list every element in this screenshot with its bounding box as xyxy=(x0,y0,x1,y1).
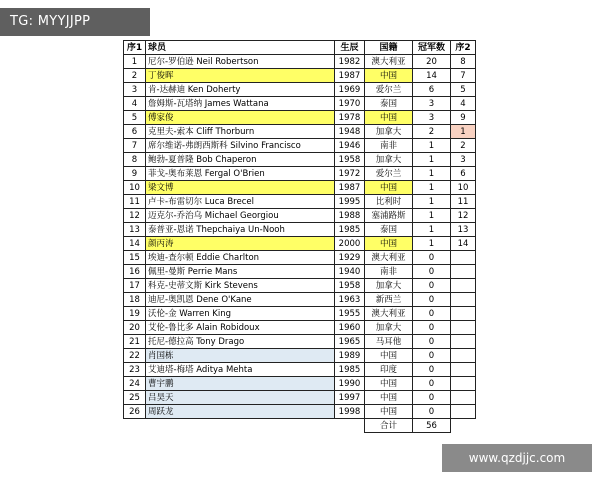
player-name: 肯-达赫迪 Ken Doherty xyxy=(146,83,335,97)
title-count: 3 xyxy=(413,111,451,125)
rank-2: 10 xyxy=(451,181,476,195)
player-name: 泰普亚-恩诺 Thepchaiya Un-Nooh xyxy=(146,223,335,237)
player-name: 克里夫-索本 Cliff Thorburn xyxy=(146,125,335,139)
player-name: 沃伦-金 Warren King xyxy=(146,307,335,321)
nationality: 中国 xyxy=(365,391,413,405)
birth-year: 1998 xyxy=(335,405,365,419)
row-index: 12 xyxy=(124,209,146,223)
row-index: 20 xyxy=(124,321,146,335)
nationality: 加拿大 xyxy=(365,125,413,139)
table-row xyxy=(124,55,476,69)
row-index: 14 xyxy=(124,237,146,251)
rank-2: 6 xyxy=(451,167,476,181)
birth-year: 1985 xyxy=(335,363,365,377)
row-index: 13 xyxy=(124,223,146,237)
nationality: 澳大利亚 xyxy=(365,307,413,321)
title-count: 0 xyxy=(413,363,451,377)
empty-cell xyxy=(451,419,476,433)
rank-2: 7 xyxy=(451,69,476,83)
birth-year: 1940 xyxy=(335,265,365,279)
table-row xyxy=(124,125,476,139)
table-row xyxy=(124,97,476,111)
rank-2 xyxy=(451,279,476,293)
title-count: 6 xyxy=(413,83,451,97)
nationality: 比利时 xyxy=(365,195,413,209)
title-count: 1 xyxy=(413,153,451,167)
title-count: 0 xyxy=(413,349,451,363)
birth-year: 1997 xyxy=(335,391,365,405)
title-count: 14 xyxy=(413,69,451,83)
table-row xyxy=(124,209,476,223)
birth-year: 1963 xyxy=(335,293,365,307)
row-index: 23 xyxy=(124,363,146,377)
table-row xyxy=(124,139,476,153)
birth-year: 1946 xyxy=(335,139,365,153)
rank-2: 13 xyxy=(451,223,476,237)
birth-year: 1995 xyxy=(335,195,365,209)
nationality: 泰国 xyxy=(365,223,413,237)
table-row xyxy=(124,349,476,363)
nationality: 中国 xyxy=(365,181,413,195)
nationality: 中国 xyxy=(365,377,413,391)
player-name: 艾迪塔-梅塔 Aditya Mehta xyxy=(146,363,335,377)
table-row xyxy=(124,195,476,209)
birth-year: 1958 xyxy=(335,153,365,167)
birth-year: 1960 xyxy=(335,321,365,335)
row-index: 26 xyxy=(124,405,146,419)
table-row xyxy=(124,111,476,125)
rank-2 xyxy=(451,251,476,265)
row-index: 9 xyxy=(124,167,146,181)
player-name: 卢卡-布雷切尔 Luca Brecel xyxy=(146,195,335,209)
rank-2 xyxy=(451,363,476,377)
birth-year: 1955 xyxy=(335,307,365,321)
title-count: 0 xyxy=(413,251,451,265)
row-index: 19 xyxy=(124,307,146,321)
header-idx: 序1 xyxy=(124,41,146,55)
row-index: 2 xyxy=(124,69,146,83)
row-index: 5 xyxy=(124,111,146,125)
title-count: 0 xyxy=(413,293,451,307)
rank-2: 8 xyxy=(451,55,476,69)
birth-year: 1982 xyxy=(335,55,365,69)
player-name: 傅家俊 xyxy=(146,111,335,125)
row-index: 18 xyxy=(124,293,146,307)
header-year: 生辰 xyxy=(335,41,365,55)
birth-year: 1978 xyxy=(335,111,365,125)
player-name: 迪尼-奥凯恩 Dene O'Kane xyxy=(146,293,335,307)
row-index: 24 xyxy=(124,377,146,391)
row-index: 11 xyxy=(124,195,146,209)
total-row xyxy=(124,419,476,433)
table-row xyxy=(124,265,476,279)
rank-2: 14 xyxy=(451,237,476,251)
row-index: 17 xyxy=(124,279,146,293)
player-name: 颜丙涛 xyxy=(146,237,335,251)
nationality: 中国 xyxy=(365,237,413,251)
title-count: 1 xyxy=(413,167,451,181)
table-row xyxy=(124,405,476,419)
birth-year: 1948 xyxy=(335,125,365,139)
empty-cell xyxy=(146,419,335,433)
birth-year: 2000 xyxy=(335,237,365,251)
title-count: 1 xyxy=(413,223,451,237)
table-row xyxy=(124,153,476,167)
row-index: 21 xyxy=(124,335,146,349)
row-index: 22 xyxy=(124,349,146,363)
title-count: 0 xyxy=(413,405,451,419)
title-count: 0 xyxy=(413,321,451,335)
birth-year: 1965 xyxy=(335,335,365,349)
title-count: 1 xyxy=(413,237,451,251)
site-url: www.qzdjjc.com xyxy=(442,444,592,472)
table-row xyxy=(124,335,476,349)
header-titles: 冠军数 xyxy=(413,41,451,55)
rank-2 xyxy=(451,335,476,349)
row-index: 25 xyxy=(124,391,146,405)
rank-2: 3 xyxy=(451,153,476,167)
nationality: 澳大利亚 xyxy=(365,251,413,265)
header-nationality: 国籍 xyxy=(365,41,413,55)
empty-cell xyxy=(335,419,365,433)
nationality: 爱尔兰 xyxy=(365,83,413,97)
nationality: 马耳他 xyxy=(365,335,413,349)
table-row xyxy=(124,377,476,391)
header-row xyxy=(124,41,476,55)
nationality: 南非 xyxy=(365,139,413,153)
nationality: 中国 xyxy=(365,111,413,125)
birth-year: 1988 xyxy=(335,209,365,223)
title-count: 2 xyxy=(413,125,451,139)
title-count: 0 xyxy=(413,391,451,405)
title-count: 0 xyxy=(413,307,451,321)
rank-2 xyxy=(451,293,476,307)
table-row xyxy=(124,307,476,321)
rank-2 xyxy=(451,405,476,419)
nationality: 加拿大 xyxy=(365,321,413,335)
channel-tag: TG: MYYJJPP xyxy=(0,8,150,36)
table-row xyxy=(124,237,476,251)
birth-year: 1972 xyxy=(335,167,365,181)
table-row xyxy=(124,363,476,377)
table-row xyxy=(124,223,476,237)
player-name: 席尔维诺-弗朗西斯科 Silvino Francisco xyxy=(146,139,335,153)
rank-2 xyxy=(451,391,476,405)
title-count: 3 xyxy=(413,97,451,111)
player-name: 鲍勃-夏普隆 Bob Chaperon xyxy=(146,153,335,167)
nationality: 澳大利亚 xyxy=(365,55,413,69)
nationality: 塞浦路斯 xyxy=(365,209,413,223)
row-index: 7 xyxy=(124,139,146,153)
player-name: 迈克尔-乔治乌 Michael Georgiou xyxy=(146,209,335,223)
birth-year: 1969 xyxy=(335,83,365,97)
row-index: 6 xyxy=(124,125,146,139)
player-name: 梁文博 xyxy=(146,181,335,195)
rank-2: 4 xyxy=(451,97,476,111)
table-row xyxy=(124,321,476,335)
nationality: 加拿大 xyxy=(365,153,413,167)
rank-2: 12 xyxy=(451,209,476,223)
player-name: 艾伦-鲁比多 Alain Robidoux xyxy=(146,321,335,335)
empty-cell xyxy=(124,419,146,433)
title-count: 20 xyxy=(413,55,451,69)
title-count: 1 xyxy=(413,139,451,153)
birth-year: 1929 xyxy=(335,251,365,265)
player-name: 曹宇鹏 xyxy=(146,377,335,391)
row-index: 4 xyxy=(124,97,146,111)
player-name: 菲戈-奥布莱恩 Fergal O'Brien xyxy=(146,167,335,181)
birth-year: 1987 xyxy=(335,181,365,195)
nationality: 印度 xyxy=(365,363,413,377)
player-name: 佩里-曼斯 Perrie Mans xyxy=(146,265,335,279)
total-value: 56 xyxy=(413,419,451,433)
rank-2 xyxy=(451,265,476,279)
birth-year: 1987 xyxy=(335,69,365,83)
rank-2 xyxy=(451,307,476,321)
player-name: 肖国栋 xyxy=(146,349,335,363)
birth-year: 1970 xyxy=(335,97,365,111)
player-name: 詹姆斯-瓦塔纳 James Wattana xyxy=(146,97,335,111)
title-count: 0 xyxy=(413,377,451,391)
rank-2: 5 xyxy=(451,83,476,97)
row-index: 15 xyxy=(124,251,146,265)
title-count: 1 xyxy=(413,195,451,209)
player-name: 丁俊晖 xyxy=(146,69,335,83)
rank-2 xyxy=(451,321,476,335)
player-name: 尼尔-罗伯逊 Neil Robertson xyxy=(146,55,335,69)
rank-2 xyxy=(451,349,476,363)
rank-2 xyxy=(451,377,476,391)
row-index: 1 xyxy=(124,55,146,69)
nationality: 中国 xyxy=(365,349,413,363)
nationality: 新西兰 xyxy=(365,293,413,307)
nationality: 中国 xyxy=(365,69,413,83)
rank-2: 11 xyxy=(451,195,476,209)
birth-year: 1989 xyxy=(335,349,365,363)
title-count: 0 xyxy=(413,265,451,279)
table-row xyxy=(124,279,476,293)
nationality: 泰国 xyxy=(365,97,413,111)
title-count: 1 xyxy=(413,209,451,223)
title-count: 1 xyxy=(413,181,451,195)
header-rank: 序2 xyxy=(451,41,476,55)
row-index: 3 xyxy=(124,83,146,97)
nationality: 南非 xyxy=(365,265,413,279)
rank-2: 9 xyxy=(451,111,476,125)
row-index: 16 xyxy=(124,265,146,279)
header-name: 球员 xyxy=(146,41,335,55)
birth-year: 1958 xyxy=(335,279,365,293)
player-name: 埃迪-查尔顿 Eddie Charlton xyxy=(146,251,335,265)
champions-table xyxy=(123,40,476,433)
nationality: 爱尔兰 xyxy=(365,167,413,181)
rank-2: 2 xyxy=(451,139,476,153)
row-index: 10 xyxy=(124,181,146,195)
table-row xyxy=(124,391,476,405)
table-row xyxy=(124,293,476,307)
title-count: 0 xyxy=(413,279,451,293)
nationality: 中国 xyxy=(365,405,413,419)
player-name: 周跃龙 xyxy=(146,405,335,419)
title-count: 0 xyxy=(413,335,451,349)
player-name: 托尼-德拉高 Tony Drago xyxy=(146,335,335,349)
birth-year: 1990 xyxy=(335,377,365,391)
table-row xyxy=(124,251,476,265)
row-index: 8 xyxy=(124,153,146,167)
total-label: 合计 xyxy=(365,419,413,433)
table-row xyxy=(124,181,476,195)
player-name: 吕昊天 xyxy=(146,391,335,405)
table-row xyxy=(124,167,476,181)
rank-2: 1 xyxy=(451,125,476,139)
table-row xyxy=(124,69,476,83)
player-name: 科克-史蒂文斯 Kirk Stevens xyxy=(146,279,335,293)
nationality: 加拿大 xyxy=(365,279,413,293)
birth-year: 1985 xyxy=(335,223,365,237)
table-row xyxy=(124,83,476,97)
